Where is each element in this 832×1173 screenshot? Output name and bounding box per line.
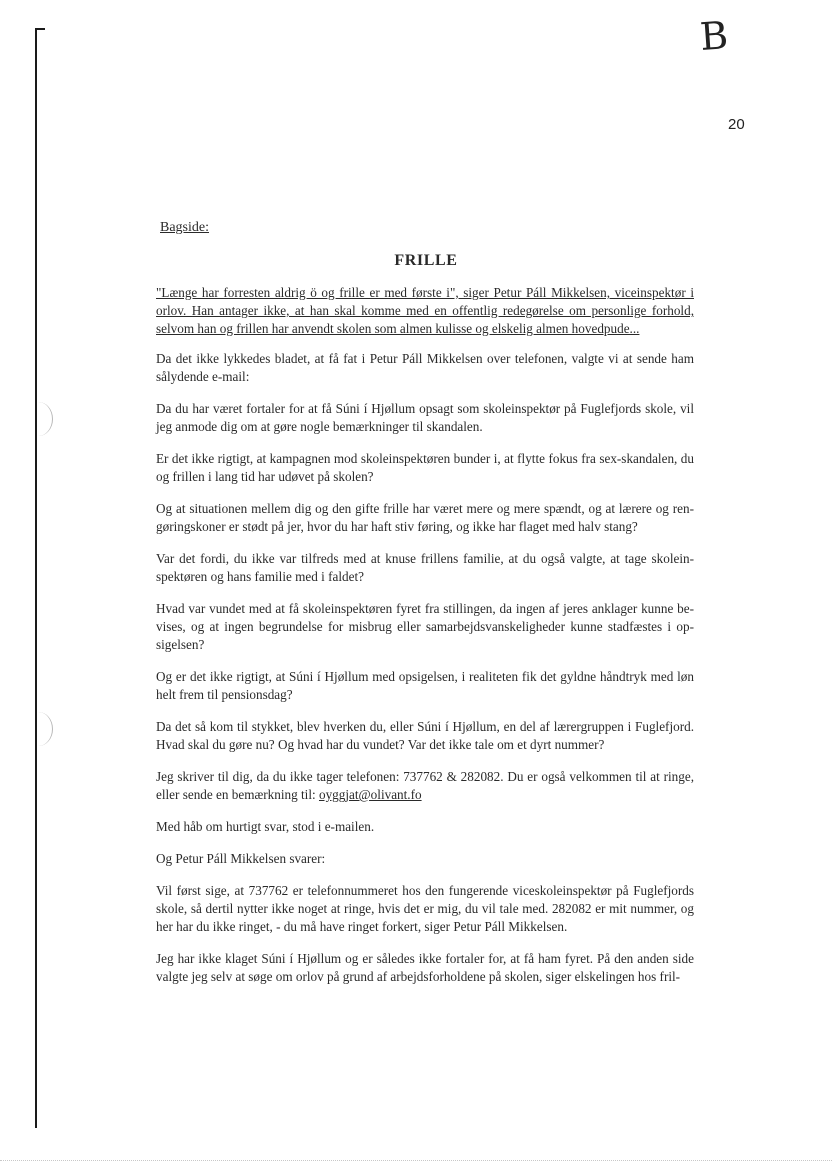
article-title: FRILLE: [394, 252, 458, 269]
handwritten-corner-mark: B: [698, 13, 730, 59]
lead-paragraph: "Længe har forresten aldrig ö og frille er med første i", siger Petur Páll Mikkelsen, viceinspektør i orlov. Han antager ikke, at han skal komme med en offentlig redegørelse om personlige forhold, selvom han og frillen har anvendt skolen som almen kulisse og elskelig almen hovedpude...: [156, 285, 694, 336]
contact-text: Jeg skriver til dig, da du ikke tager telefonen: 737762 & 282082. Du er også velkommen til at ringe, eller sende en bemærkning til:: [156, 769, 694, 802]
page-number: 20: [728, 116, 745, 133]
paragraph: Vil først sige, at 737762 er telefonnummeret hos den fungerende viceskoleinspektør på Fuglefjords skole, så dertil nytter ikke noget at ringe, hvis det er mig, du vil tale med. 282082 er mit nummer, og her har du ikke ringet, - du må have ringet forkert, siger Petur Páll Mikkelsen.: [156, 883, 694, 934]
email-address: oyggjat@olivant.fo: [318, 787, 422, 802]
scan-bottom-edge: [0, 1160, 832, 1162]
punch-hole-upper: [24, 402, 53, 436]
paragraph: Da du har været fortaler for at få Súni í Hjøllum opsagt som skoleinspektør på Fuglefjords skole, vil jeg anmode dig om at gøre nogle bemærkninger til skandalen.: [156, 401, 694, 434]
paragraph: Da det ikke lykkedes bladet, at få fat i Petur Páll Mikkelsen over telefonen, valgte vi at sende ham sålydende e-mail:: [156, 351, 694, 384]
paragraph: Og er det ikke rigtigt, at Súni í Hjøllum med opsigelsen, i realiteten fik det gyldne håndtryk med løn helt frem til pensionsdag?: [156, 669, 694, 702]
paragraph: Og at situationen mellem dig og den gifte frille har været mere og mere spændt, og at lærere og rengøringskoner er stødt på jer, hvor du har haft stiv føring, og ikke har flaget med halv stang?: [156, 501, 694, 534]
binding-edge-line: [35, 28, 37, 1128]
section-label: Bagside:: [160, 220, 209, 235]
binding-edge-tick: [35, 28, 45, 30]
paragraph: Var det fordi, du ikke var tilfreds med at knuse frillens familie, at du også valgte, at tage skoleinspektøren og hans familie med i faldet?: [156, 551, 694, 584]
paragraph: Jeg har ikke klaget Súni í Hjøllum og er således ikke fortaler for, at få ham fyret. På den anden side valgte jeg selv at søge om orlov på grund af arbejdsforholdene på skolen, siger elskelingen hos fril-: [156, 951, 694, 984]
paragraph: Med håb om hurtigt svar, stod i e-mailen.: [156, 819, 375, 834]
paragraph: Da det så kom til stykket, blev hverken du, eller Súni í Hjøllum, en del af lærergruppen i Fuglefjord. Hvad skal du gøre nu? Og hvad har du vundet? Var det ikke tale om et dyrt nummer?: [156, 719, 694, 752]
paragraph: Er det ikke rigtigt, at kampagnen mod skoleinspektøren bunder i, at flytte fokus fra sex-skandalen, du og frillen i lang tid har udøvet på skolen?: [156, 451, 694, 484]
punch-hole-lower: [24, 712, 53, 746]
article-body: [156, 284, 694, 1000]
paragraph: Og Petur Páll Mikkelsen svarer:: [156, 851, 326, 866]
contact-paragraph: [156, 768, 694, 804]
paragraph: Hvad var vundet med at få skoleinspektøren fyret fra stillingen, da ingen af jeres anklager kunne bevises, og at ingen begrundelse for misbrug eller samarbejdsvanskeligheder kunne stadfæstes i opsigelsen?: [156, 601, 694, 652]
